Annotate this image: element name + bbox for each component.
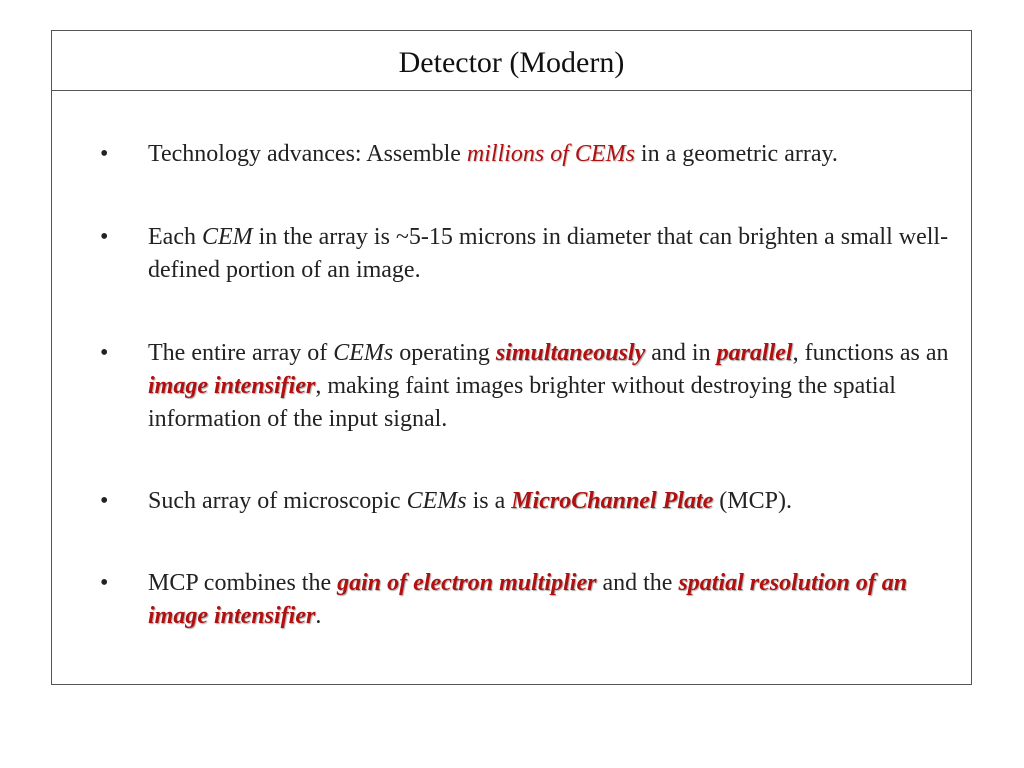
slide-title: Detector (Modern) (398, 45, 625, 79)
slide-frame (51, 30, 972, 685)
emphasis-text: image intensifier (148, 373, 316, 399)
emphasis-text: millions of CEMs (466, 141, 635, 167)
bullet-text: Such array of microscopic CEMs is a MicroChannel Plate (MCP). (148, 488, 792, 514)
emphasis-text: parallel (716, 340, 793, 366)
bullet-dot: • (100, 141, 109, 167)
emphasis-text: MicroChannel Plate (511, 488, 714, 514)
bullet-text: The entire array of CEMs operating simultaneously and in parallel, functions as an image intensifier, making faint images brighter without destroying the spatial information of the input signal. (148, 340, 949, 432)
emphasis-text: gain of electron multiplier (337, 570, 597, 596)
bullet-dot: • (100, 340, 109, 366)
italic-term: CEMs (333, 340, 394, 366)
bullet-dot: • (100, 488, 109, 514)
italic-term: CEM (201, 224, 253, 250)
title-bar (52, 31, 971, 91)
bullet-dot: • (100, 570, 109, 596)
bullet-text: Technology advances: Assemble millions of CEMs in a geometric array. (148, 141, 838, 167)
bullet-dot: • (100, 224, 109, 250)
emphasis-text: spatial resolution of an image intensifier (148, 570, 908, 629)
italic-term: CEMs (406, 488, 467, 514)
emphasis-text: simultaneously (495, 340, 646, 366)
bullet-text: MCP combines the gain of electron multiplier and the spatial resolution of an image intensifier. (148, 570, 908, 629)
bullet-text: Each CEM in the array is ~5-15 microns in diameter that can brighten a small well-defined portion of an image. (148, 224, 949, 283)
